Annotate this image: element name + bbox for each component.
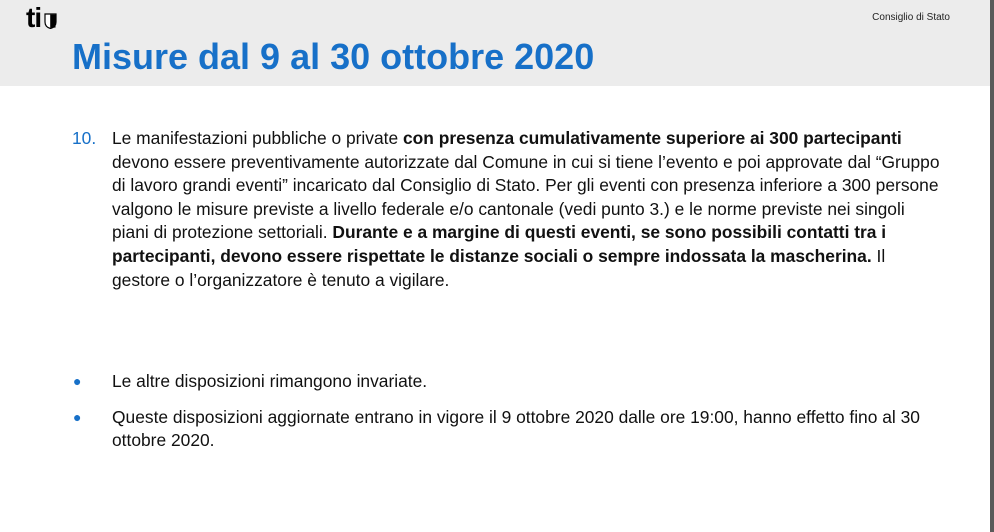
canton-shield-icon [44, 13, 57, 29]
organization-label: Consiglio di Stato [872, 12, 950, 23]
paragraph-bold-1: con presenza cumulativamente superiore ai 300 partecipanti [403, 128, 902, 148]
slide-header [0, 0, 994, 86]
bullet-text: Queste disposizioni aggiornate entrano in vigore il 9 ottobre 2020 dalle ore 19:00, hanno effetto fino al 30 ottobre 2020. [112, 406, 920, 451]
bullet-item [72, 406, 942, 453]
bullet-item [72, 370, 942, 394]
bullet-dot-icon: ● [73, 408, 82, 425]
window-edge [990, 0, 994, 532]
bullet-list [72, 370, 942, 465]
item-number: 10. [72, 128, 97, 148]
paragraph-text-1: Le manifestazioni pubbliche o private [112, 128, 403, 148]
bullet-text: Le altre disposizioni rimangono invariate. [112, 371, 428, 391]
paragraph-text-3: Il gestore o l’organizzatore è tenuto a vigilare. [112, 245, 886, 290]
list-item-10 [72, 127, 942, 292]
bullet-dot-icon: ● [73, 373, 82, 389]
logo-text: ti [26, 2, 42, 33]
paragraph-bold-2: Durante e a margine di questi eventi, se sono possibili contatti tra i partecipanti, devono essere rispettate le distanze sociali o sempre indossata la mascherina. [112, 222, 887, 266]
item-paragraph [112, 127, 942, 292]
ticino-logo [26, 4, 57, 32]
slide-content [72, 127, 942, 292]
paragraph-text-2: devono essere preventivamente autorizzate dal Comune in cui si tiene l’evento e poi approvate dal “Gruppo di lavoro grandi eventi” incaricato dal Consiglio di Stato. Per gli eventi con presenza inferiore a 300 persone valgono le misure previste a livello federale e/o cantonale (vedi punto 3.) e le norme previste nei singoli piani di protezione settoriali. [112, 151, 940, 243]
page-title: Misure dal 9 al 30 ottobre 2020 [72, 36, 595, 77]
